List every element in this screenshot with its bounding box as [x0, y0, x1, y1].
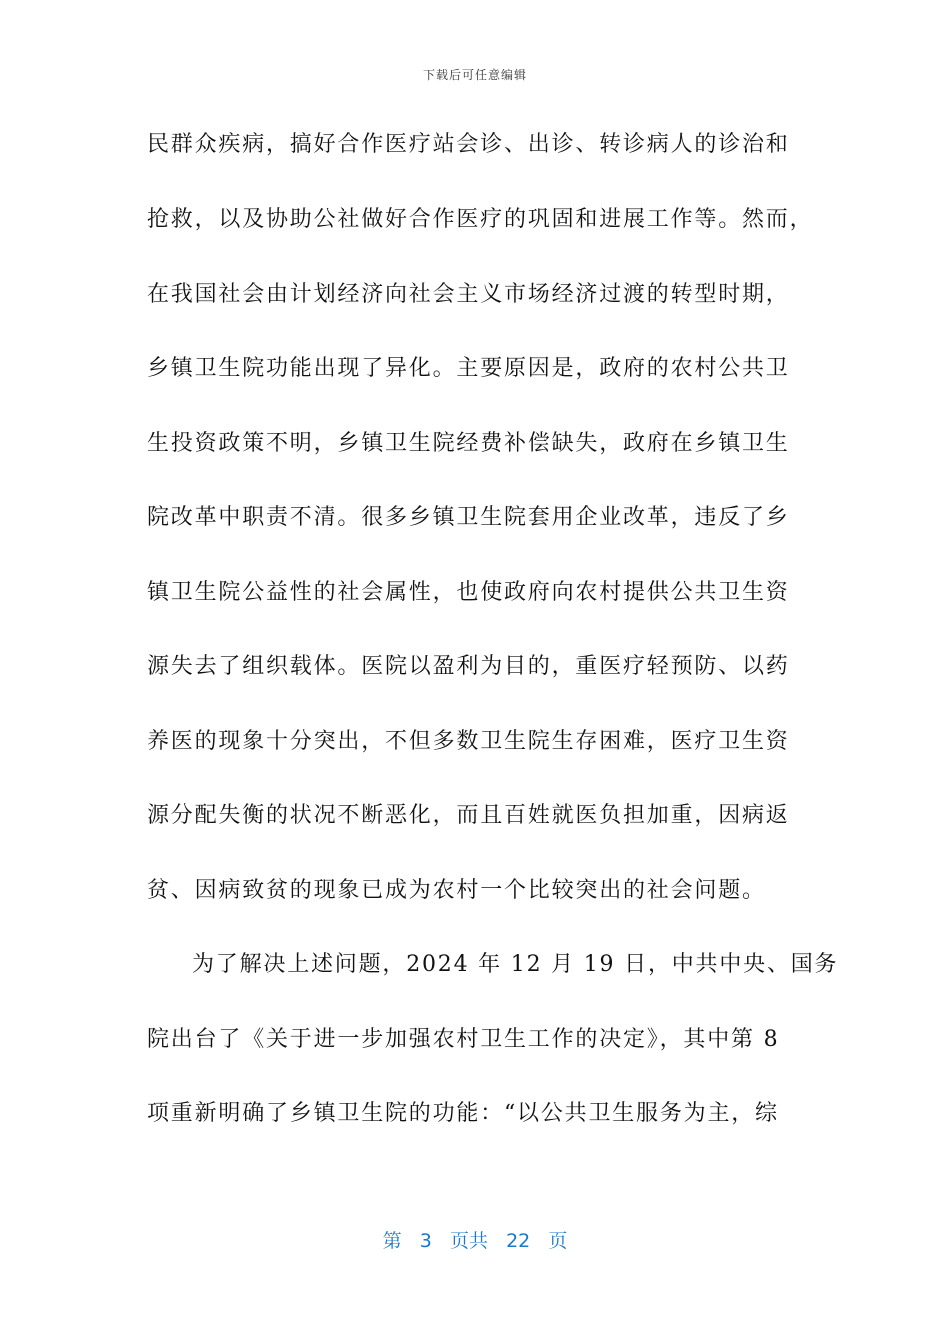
text-line: 项重新明确了乡镇卫生院的功能：“以公共卫生服务为主，综: [147, 1101, 779, 1126]
text-line: 生投资政策不明，乡镇卫生院经费补偿缺失，政府在乡镇卫生: [147, 431, 790, 456]
text-line: 在我国社会由计划经济向社会主义市场经济过渡的转型时期，: [147, 282, 790, 307]
paragraph-start-line: 为了解决上述问题，2024 年 12 月 19 日，中共中央、国务: [192, 952, 839, 977]
total-pages-number: 22: [506, 1230, 531, 1252]
text-line: 民群众疾病，搞好合作医疗站会诊、出诊、转诊病人的诊治和: [147, 132, 790, 157]
page-label-mid: 页共: [449, 1230, 488, 1252]
page-header: 下载后可任意编辑: [422, 68, 527, 82]
page-label-suffix: 页: [548, 1230, 568, 1252]
text-line: 抢救，以及协助公社做好合作医疗的巩固和进展工作等。然而，: [147, 207, 814, 232]
current-page-number: 3: [419, 1230, 432, 1252]
text-line: 乡镇卫生院功能出现了异化。主要原因是，政府的农村公共卫: [147, 356, 790, 381]
page-label-prefix: 第: [382, 1230, 402, 1252]
page-footer: [0, 1226, 950, 1253]
text-line: 源失去了组织载体。医院以盈利为目的，重医疗轻预防、以药: [147, 654, 790, 679]
text-line: 养医的现象十分突出，不但多数卫生院生存困难，医疗卫生资: [147, 729, 790, 754]
text-line: 贫、因病致贫的现象已成为农村一个比较突出的社会问题。: [147, 878, 766, 903]
text-line: 镇卫生院公益性的社会属性，也使政府向农村提供公共卫生资: [147, 580, 790, 605]
text-line: 院改革中职责不清。很多乡镇卫生院套用企业改革，违反了乡: [147, 505, 790, 530]
text-line: 院出台了《关于进一步加强农村卫生工作的决定》，其中第 8: [147, 1027, 780, 1052]
text-line: 源分配失衡的状况不断恶化，而且百姓就医负担加重，因病返: [147, 803, 790, 828]
